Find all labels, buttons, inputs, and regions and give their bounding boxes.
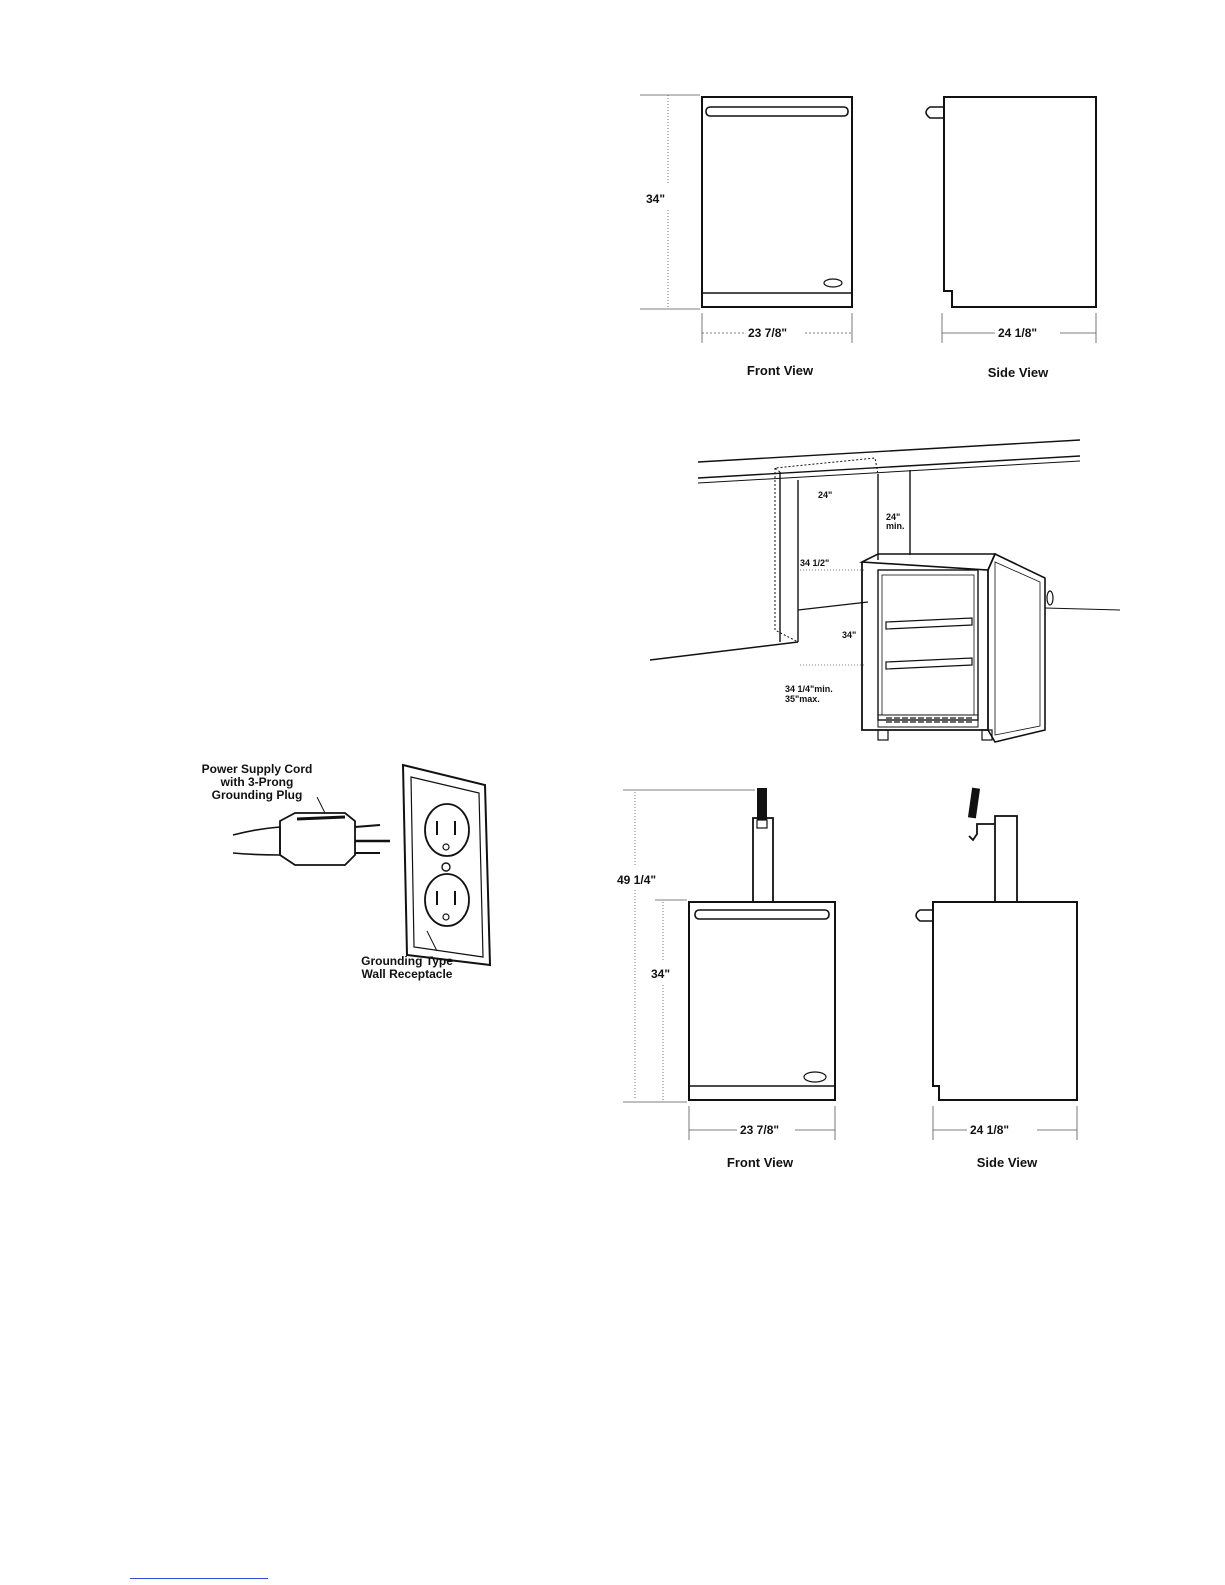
fig-dimensions-bottom-drawing — [615, 780, 1105, 1160]
fig2-adjust-max-label: 35"max. — [785, 694, 820, 704]
fig-power-supply — [185, 755, 505, 990]
fig1-front-handle — [706, 107, 848, 116]
fig4-front-caption: Front View — [726, 1155, 794, 1170]
fig2-unit-height-label: 34" — [842, 630, 857, 640]
fig1-side-handle — [926, 107, 944, 118]
fig3-wall-receptacle — [403, 765, 490, 965]
fig3-plug — [233, 813, 390, 865]
fig2-opening-height-label: 34 1/2" — [800, 558, 830, 568]
fig1-front-width-label: 23 7/8" — [748, 326, 788, 340]
fig4-logo-badge — [804, 1072, 826, 1082]
fig4-cabinet-height-label: 34" — [651, 967, 671, 981]
fig4-side-handle — [916, 910, 933, 921]
fig3-receptacle-label-2: Wall Receptacle — [361, 967, 453, 981]
fig4-front-cabinet — [689, 902, 835, 1100]
fig2-depth-label: 24" — [818, 490, 833, 500]
fig1-side-cabinet — [944, 97, 1096, 307]
fig4-total-height-label: 49 1/4" — [617, 873, 657, 887]
fig4-side-depth-label: 24 1/8" — [970, 1123, 1010, 1137]
fig2-side-clearance-label: 24" — [886, 512, 901, 522]
fig1-height-label: 34" — [646, 192, 666, 206]
fig4-side-caption: Side View — [976, 1155, 1038, 1170]
fig3-cord-label-2: with 3-Prong — [220, 775, 294, 789]
fig2-adjust-min-label: 34 1/4"min. — [785, 684, 833, 694]
fig3-receptacle-label-1: Grounding Type — [361, 954, 453, 968]
fig1-front-cabinet — [702, 97, 852, 307]
fig3-cord-label-3: Grounding Plug — [211, 788, 303, 802]
fig-dimensions-top — [640, 85, 1120, 355]
fig3-cord-label-1: Power Supply Cord — [201, 762, 313, 776]
fig1-side-caption: Side View — [987, 365, 1049, 380]
fig4-front-width-label: 23 7/8" — [740, 1123, 780, 1137]
fig4-side-cabinet — [933, 902, 1077, 1100]
fig2-side-clearance-min: min. — [886, 521, 905, 531]
fig1-side-depth-label: 24 1/8" — [998, 326, 1038, 340]
fig4-front-tap-tower — [753, 788, 773, 902]
fig-dimensions-top-drawing — [640, 85, 1120, 355]
fig4-front-handle — [695, 910, 829, 919]
footer-link-underline[interactable] — [130, 1578, 268, 1579]
fig-dimensions-bottom — [615, 780, 1105, 1160]
fig1-front-caption: Front View — [746, 363, 814, 378]
fig-installation — [650, 430, 1130, 765]
fig-installation-drawing — [650, 430, 1130, 765]
fig-power-supply-drawing — [185, 755, 505, 990]
fig2-refrigerator — [862, 554, 1053, 742]
fig4-side-tap-tower — [968, 788, 1017, 902]
fig1-logo-badge — [824, 279, 842, 287]
